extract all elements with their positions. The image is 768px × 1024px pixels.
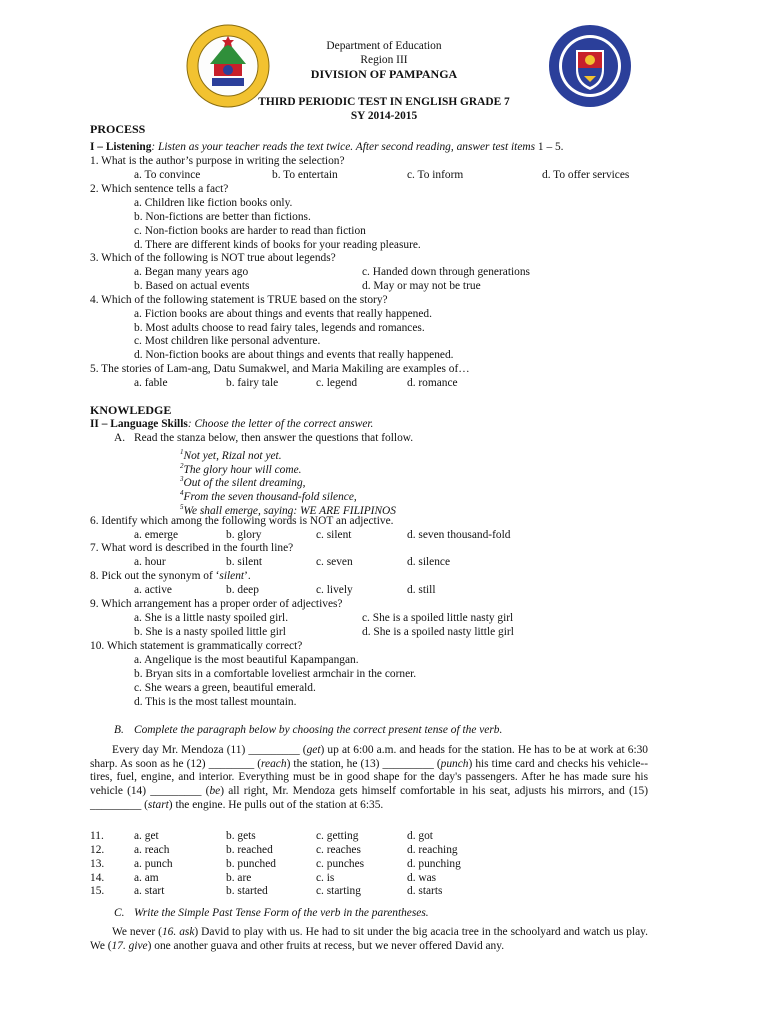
q10-option-a: a. Angelique is the most beautiful Kapampangan.: [134, 654, 359, 666]
q2-option-a: a. Children like fiction books only.: [134, 197, 293, 209]
para-text: ) one another guava and other fruits at recess, but we never offered David any.: [147, 939, 505, 952]
stanza-text-1: Not yet, Rizal not yet.: [183, 449, 282, 462]
question-4: 4. Which of the following statement is TRUE based on the story?: [90, 294, 388, 306]
para-verb: 17. give: [111, 939, 148, 952]
item-15-option-d: d. starts: [407, 885, 443, 897]
part-one-text: : Listen as your teacher reads the text twice. After second reading, answer test items: [151, 141, 536, 153]
q9-option-b: b. She is a nasty spoiled little girl: [134, 626, 286, 638]
q10-option-b: b. Bryan sits in a comfortable loveliest armchair in the corner.: [134, 668, 417, 680]
q7-option-c: c. seven: [316, 556, 353, 568]
knowledge-heading: KNOWLEDGE: [90, 403, 172, 417]
section-c-label: C.: [114, 907, 125, 919]
q1-option-c: c. To inform: [407, 169, 464, 181]
section-a-text: Read the stanza below, then answer the questions that follow.: [134, 432, 414, 444]
q5-option-d: d. romance: [407, 377, 458, 389]
part-two-instruction: [90, 418, 373, 431]
stanza-text-5: We shall emerge, saying: WE ARE FILIPINOS: [183, 504, 396, 517]
question-7: 7. What word is described in the fourth line?: [90, 542, 294, 554]
q8-option-c: c. lively: [316, 584, 353, 596]
q8-option-b: b. deep: [226, 584, 259, 596]
q6-option-c: c. silent: [316, 529, 352, 541]
item-13-option-a: a. punch: [134, 858, 173, 870]
q3-option-a: a. Began many years ago: [134, 266, 249, 278]
fill-in-paragraph: [90, 744, 648, 813]
para-text: ) the engine. He pulls out of the station at 6:35.: [168, 798, 384, 811]
q1-option-d: d. To offer services: [542, 169, 630, 181]
q9-option-c: c. She is a spoiled little nasty girl: [362, 612, 514, 624]
item-14-option-b: b. are: [226, 872, 252, 884]
q8-suffix: ’.: [244, 570, 251, 582]
question-2: 2. Which sentence tells a fact?: [90, 183, 229, 195]
item-14-option-c: c. is: [316, 872, 335, 884]
para-text: Every day Mr. Mendoza (11) _________ (: [112, 744, 307, 756]
item-14-option-a: a. am: [134, 872, 159, 884]
section-c-text: Write the Simple Past Tense Form of the verb in the parentheses.: [134, 907, 429, 919]
region-name: Region III: [360, 54, 408, 66]
q10-option-c: c. She wears a green, beautiful emerald.: [134, 682, 316, 694]
question-3: 3. Which of the following is NOT true about legends?: [90, 252, 336, 264]
stanza-text-2: The glory hour will come.: [183, 463, 302, 476]
q8-option-d: d. still: [407, 584, 436, 596]
item-13-number: 13.: [90, 858, 105, 870]
stanza-text-4: From the seven thousand-fold silence,: [183, 490, 357, 503]
item-14-number: 14.: [90, 872, 105, 884]
item-11-option-b: b. gets: [226, 830, 256, 842]
para-text: ) his time card and checks his vehicle--tires, fuel, engine, and interior. Everything must be in good shape for the day's passengers. After he has made sure his vehicle (14) _________ (: [90, 757, 649, 798]
question-10: 10. Which statement is grammatically correct?: [90, 640, 303, 652]
q6-option-a: a. emerge: [134, 529, 179, 541]
q1-option-a: a. To convince: [134, 169, 201, 181]
q9-option-d: d. She is a spoiled nasty little girl: [362, 626, 514, 638]
para-text: ) up at 6:00 a.m. and heads for the station. He has to be at work at 6:30 sharp. As soon as he (12) ________ (: [90, 744, 649, 770]
q8-prefix: 8. Pick out the synonym of ‘: [90, 570, 220, 582]
q7-option-d: d. silence: [407, 556, 451, 568]
item-15-number: 15.: [90, 885, 105, 897]
part-one-range: 1 – 5.: [535, 141, 564, 153]
item-12-option-c: c. reaches: [316, 844, 361, 856]
q4-option-b: b. Most adults choose to read fairy tales, legends and romances.: [134, 322, 425, 334]
para-text: We never (: [112, 926, 162, 938]
para-verb: reach: [261, 757, 287, 770]
para-text: ) the station, he (13) _________ (: [286, 757, 441, 770]
para-text: ) all right, Mr. Mendoza gets himself comfortable in his seat, adjusts his mirrors, and (15) _________ (: [90, 785, 648, 811]
q6-option-b: b. glory: [226, 529, 262, 541]
section-b-text: Complete the paragraph below by choosing the correct present tense of the verb.: [134, 724, 503, 736]
q5-option-a: a. fable: [134, 377, 168, 389]
stanza-num-5: 5: [180, 503, 184, 511]
para-verb: punch: [440, 757, 469, 770]
past-tense-paragraph: [90, 926, 648, 953]
q3-option-c: c. Handed down through generations: [362, 266, 530, 278]
item-13-option-b: b. punched: [226, 858, 276, 870]
question-6: 6. Identify which among the following words is NOT an adjective.: [90, 515, 394, 527]
part-one-label: I – Listening: [90, 141, 152, 153]
q10-option-d: d. This is the most tallest mountain.: [134, 696, 297, 708]
q2-option-b: b. Non-fictions are better than fictions.: [134, 211, 311, 223]
item-12-option-b: b. reached: [226, 844, 273, 856]
q7-option-b: b. silent: [226, 556, 263, 568]
part-one-instruction: [90, 141, 564, 154]
item-11-option-d: d. got: [407, 830, 433, 842]
section-b-label: B.: [114, 724, 124, 736]
q5-option-b: b. fairy tale: [226, 377, 279, 389]
q8-option-a: a. active: [134, 584, 172, 596]
q2-option-d: d. There are different kinds of books for your reading pleasure.: [134, 239, 421, 251]
section-a-label: A.: [114, 432, 126, 444]
q3-option-b: b. Based on actual events: [134, 280, 250, 292]
dept-name: Department of Education: [326, 40, 442, 52]
stanza-num-4: 4: [180, 489, 184, 497]
q9-option-a: a. She is a little nasty spoiled girl.: [134, 612, 289, 624]
division-name: DIVISION OF PAMPANGA: [310, 67, 458, 81]
q6-option-d: d. seven thousand-fold: [407, 529, 511, 541]
q5-option-c: c. legend: [316, 377, 358, 389]
item-11-option-c: c. getting: [316, 830, 359, 842]
part-two-label: II – Language Skills: [90, 418, 188, 430]
q1-option-b: b. To entertain: [272, 169, 338, 181]
item-14-option-d: d. was: [407, 872, 437, 884]
question-9: 9. Which arrangement has a proper order of adjectives?: [90, 598, 343, 610]
stanza-num-2: 2: [180, 462, 184, 470]
item-15-option-c: c. starting: [316, 885, 361, 897]
item-11-option-a: a. get: [134, 830, 159, 842]
school-year: SY 2014-2015: [350, 110, 418, 122]
question-5: 5. The stories of Lam-ang, Datu Sumakwel, and Maria Makiling are examples of…: [90, 363, 470, 375]
para-verb: get: [306, 744, 321, 756]
para-verb: 16. ask: [161, 926, 195, 938]
q8-word: silent: [219, 570, 245, 582]
stanza-num-1: 1: [180, 448, 184, 456]
part-two-text: : Choose the letter of the correct answer.: [187, 418, 374, 430]
item-12-option-d: d. reaching: [407, 844, 458, 856]
question-1: 1. What is the author’s purpose in writing the selection?: [90, 155, 345, 167]
q4-option-c: c. Most children like personal adventure.: [134, 335, 321, 347]
item-12-option-a: a. reach: [134, 844, 170, 856]
para-verb: be: [209, 785, 221, 798]
item-15-option-a: a. start: [134, 885, 165, 897]
q2-option-c: c. Non-fiction books are harder to read than fiction: [134, 225, 366, 237]
q3-option-d: d. May or may not be true: [362, 280, 481, 292]
item-12-number: 12.: [90, 844, 105, 856]
item-15-option-b: b. started: [226, 885, 268, 897]
para-verb: start: [147, 798, 169, 811]
question-8: [90, 570, 251, 583]
stanza-text-3: Out of the silent dreaming,: [183, 476, 306, 489]
q4-option-a: a. Fiction books are about things and events that really happened.: [134, 308, 432, 320]
process-heading: PROCESS: [90, 122, 146, 136]
item-13-option-c: c. punches: [316, 858, 365, 870]
q4-option-d: d. Non-fiction books are about things and events that really happened.: [134, 349, 454, 361]
test-title: THIRD PERIODIC TEST IN ENGLISH GRADE 7: [258, 96, 510, 108]
stanza-num-3: 3: [180, 475, 184, 483]
q7-option-a: a. hour: [134, 556, 166, 568]
para-text: ) David to play with us. He had to sit under the big acacia tree in the schoolyard and watch us play. We (: [90, 926, 648, 952]
item-11-number: 11.: [90, 830, 104, 842]
item-13-option-d: d. punching: [407, 858, 461, 870]
